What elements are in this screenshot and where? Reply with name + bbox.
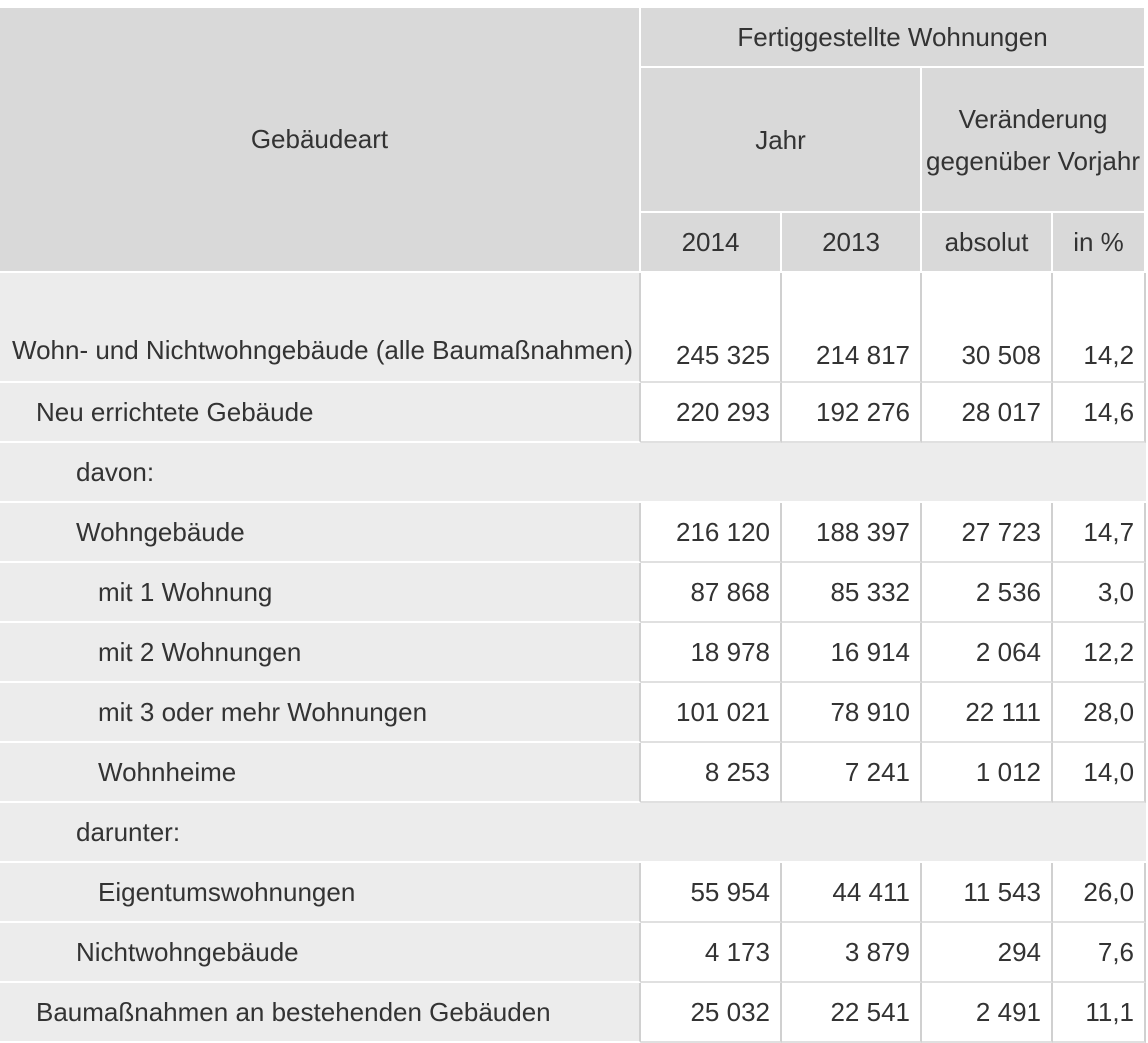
header-jahr: Jahr bbox=[641, 68, 922, 213]
table-row bbox=[0, 623, 1146, 683]
row-label: Neu errichtete Gebäude bbox=[0, 383, 641, 443]
header-gebaeudeart: Gebäudeart bbox=[0, 8, 641, 273]
cell-2014: 25 032 bbox=[641, 983, 782, 1043]
cell-pct: 14,2 bbox=[1053, 273, 1146, 383]
row-label: mit 2 Wohnungen bbox=[0, 623, 641, 683]
cell-absolut: 1 012 bbox=[922, 743, 1053, 803]
cell-2013: 192 276 bbox=[782, 383, 922, 443]
cell-2013: 78 910 bbox=[782, 683, 922, 743]
cell-pct: 14,7 bbox=[1053, 503, 1146, 563]
cell-pct: 28,0 bbox=[1053, 683, 1146, 743]
header-veraenderung: Veränderung gegenüber Vorjahr bbox=[922, 68, 1146, 213]
row-label: Wohngebäude bbox=[0, 503, 641, 563]
cell-absolut: 28 017 bbox=[922, 383, 1053, 443]
table-row bbox=[0, 683, 1146, 743]
header-year-2014: 2014 bbox=[641, 213, 782, 273]
table-row bbox=[0, 383, 1146, 443]
section-label: davon: bbox=[0, 443, 1146, 503]
table-row bbox=[0, 503, 1146, 563]
cell-2013: 188 397 bbox=[782, 503, 922, 563]
cell-absolut: 2 491 bbox=[922, 983, 1053, 1043]
table-row bbox=[0, 743, 1146, 803]
cell-pct: 26,0 bbox=[1053, 863, 1146, 923]
section-label: darunter: bbox=[0, 803, 1146, 863]
row-label: mit 1 Wohnung bbox=[0, 563, 641, 623]
cell-2014: 55 954 bbox=[641, 863, 782, 923]
cell-2013: 214 817 bbox=[782, 273, 922, 383]
cell-2014: 87 868 bbox=[641, 563, 782, 623]
table-row bbox=[0, 923, 1146, 983]
cell-absolut: 30 508 bbox=[922, 273, 1053, 383]
row-label: Eigentumswohnungen bbox=[0, 863, 641, 923]
table-section-row bbox=[0, 803, 1146, 863]
cell-2013: 16 914 bbox=[782, 623, 922, 683]
cell-2014: 8 253 bbox=[641, 743, 782, 803]
cell-absolut: 22 111 bbox=[922, 683, 1053, 743]
cell-2014: 245 325 bbox=[641, 273, 782, 383]
row-label: Nichtwohngebäude bbox=[0, 923, 641, 983]
cell-2013: 7 241 bbox=[782, 743, 922, 803]
row-label: mit 3 oder mehr Wohnungen bbox=[0, 683, 641, 743]
row-label: Wohn- und Nichtwohngebäude (alle Baumaßnahmen) bbox=[0, 273, 641, 383]
cell-2014: 216 120 bbox=[641, 503, 782, 563]
table-row bbox=[0, 563, 1146, 623]
header-in-pct: in % bbox=[1053, 213, 1146, 273]
cell-2013: 3 879 bbox=[782, 923, 922, 983]
cell-pct: 3,0 bbox=[1053, 563, 1146, 623]
cell-2014: 4 173 bbox=[641, 923, 782, 983]
cell-absolut: 2 536 bbox=[922, 563, 1053, 623]
cell-absolut: 11 543 bbox=[922, 863, 1053, 923]
cell-2014: 220 293 bbox=[641, 383, 782, 443]
cell-pct: 7,6 bbox=[1053, 923, 1146, 983]
table-row bbox=[0, 273, 1146, 383]
cell-2014: 18 978 bbox=[641, 623, 782, 683]
row-label: Baumaßnahmen an bestehenden Gebäuden bbox=[0, 983, 641, 1043]
cell-pct: 14,0 bbox=[1053, 743, 1146, 803]
table-row bbox=[0, 863, 1146, 923]
row-label: Wohnheime bbox=[0, 743, 641, 803]
table-row bbox=[0, 983, 1146, 1043]
cell-pct: 14,6 bbox=[1053, 383, 1146, 443]
cell-absolut: 27 723 bbox=[922, 503, 1053, 563]
header-year-2013: 2013 bbox=[782, 213, 922, 273]
cell-2013: 22 541 bbox=[782, 983, 922, 1043]
cell-pct: 12,2 bbox=[1053, 623, 1146, 683]
cell-2013: 44 411 bbox=[782, 863, 922, 923]
table-section-row bbox=[0, 443, 1146, 503]
cell-2014: 101 021 bbox=[641, 683, 782, 743]
housing-completions-table bbox=[0, 8, 1146, 1043]
cell-absolut: 294 bbox=[922, 923, 1053, 983]
cell-2013: 85 332 bbox=[782, 563, 922, 623]
cell-pct: 11,1 bbox=[1053, 983, 1146, 1043]
header-absolut: absolut bbox=[922, 213, 1053, 273]
header-group-title: Fertiggestellte Wohnungen bbox=[641, 8, 1146, 68]
cell-absolut: 2 064 bbox=[922, 623, 1053, 683]
